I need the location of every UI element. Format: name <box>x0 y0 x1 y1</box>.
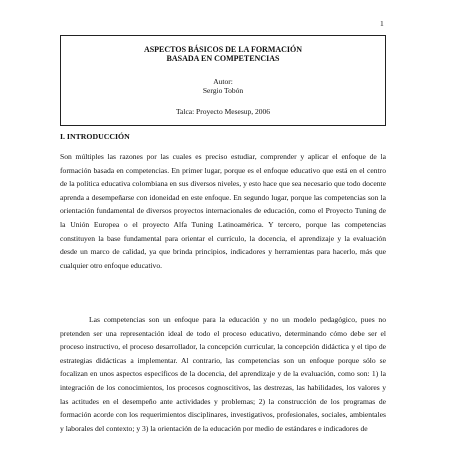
page-number: 1 <box>380 19 384 28</box>
body-paragraph: Son múltiples las razones por las cuales es preciso estudiar, comprender y aplicar el enfoque de la formación basada en competencias. En primer lugar, porque es el enfoque educativo que está en el centro de la política educativa colombiana en sus diversos niveles, y esto hace que sea necesario que todo docente aprenda a desempeñarse con idoneidad en este enfoque. En segundo lugar, porque las competencias son la orientación fundamental de diversos proyectos internacionales de educación, como el Proyecto Tuning de la Unión Europea o el proyecto Alfa Tuning Latinoamérica. Y tercero, porque las competencias constituyen la base fundamental para orientar el currículo, la docencia, el aprendizaje y la evaluación desde un marco de calidad, ya que brinda principios, indicadores y herramientas para hacerlo, más que cualquier otro enfoque educativo. <box>60 152 386 270</box>
publication-info: Talca: Proyecto Mesesup, 2006 <box>175 107 271 116</box>
title-block <box>60 35 386 126</box>
document-title-line-2: BASADA EN COMPETENCIAS <box>166 54 280 63</box>
body-paragraph: Las competencias son un enfoque para la educación y no un modelo pedagógico, pues no pretenden ser una representación ideal de todo el proceso educativo, determinando cómo debe ser el proceso instructivo, el proceso desarrollador, la concepción curricular, la concepción didáctica y el tipo de estrategias didácticas a implementar. Al contrario, las competencias son un enfoque porque sólo se focalizan en unos aspectos específicos de la docencia, del aprendizaje y de la evaluación, como son: 1) la integración de los conocimientos, los procesos cognoscitivos, las destrezas, las habilidades, los valores y las actitudes en el desempeño ante actividades y problemas; 2) la construcción de los programas de formación acorde con los requerimientos disciplinares, investigativos, profesionales, sociales, ambientales y laborales del contexto; y 3) la orientación de la educación por medio de estándares e indicadores de <box>60 315 386 433</box>
document-title-line-1: ASPECTOS BÁSICOS DE LA FORMACIÓN <box>143 45 303 54</box>
author-name: Sergio Tobón <box>202 86 244 95</box>
author-label: Autor: <box>213 77 233 86</box>
section-heading: I. INTRODUCCIÓN <box>60 132 130 141</box>
